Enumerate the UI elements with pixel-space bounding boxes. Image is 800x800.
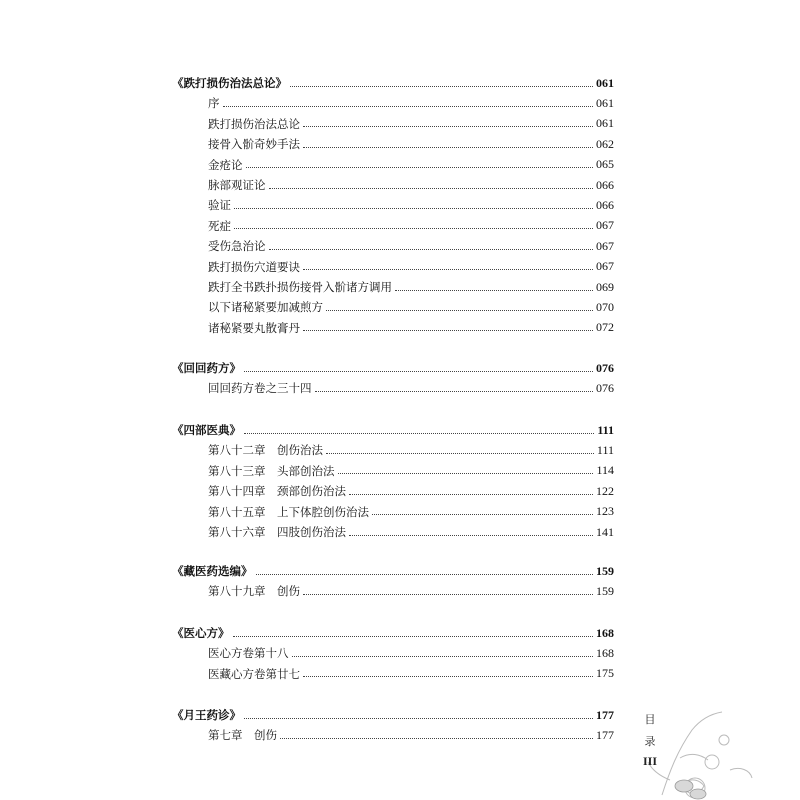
dot-leader: [303, 126, 593, 127]
dot-leader: [256, 574, 594, 575]
entry-label: 跌打损伤治法总论: [208, 116, 300, 131]
section-title[interactable]: [172, 358, 614, 378]
dot-leader: [234, 208, 593, 209]
entry-label: 跌打损伤穴道要诀: [208, 259, 300, 274]
entry-label: 第八十四章 颈部创伤治法: [208, 484, 346, 499]
page-number: 066: [596, 177, 614, 192]
entry-label: 验证: [208, 198, 231, 213]
page-number: 177: [596, 707, 614, 722]
dot-leader: [349, 535, 593, 536]
toc-entry[interactable]: [208, 461, 614, 481]
page-number: 061: [596, 75, 614, 90]
entry-label: 回回药方卷之三十四: [208, 381, 312, 396]
page-number: 069: [596, 279, 614, 294]
entry-label: 医藏心方卷第廿七: [208, 666, 300, 681]
section-title-label: 《医心方》: [172, 626, 230, 640]
toc-entry[interactable]: [208, 297, 614, 317]
toc-entry[interactable]: [208, 318, 614, 338]
page-number: 067: [596, 218, 614, 233]
entry-label: 第八十九章 创伤: [208, 584, 300, 599]
section-title-label: 《月王药诊》: [172, 708, 241, 722]
page-number: 062: [596, 136, 614, 151]
section-title-label: 《四部医典》: [172, 423, 241, 437]
entry-label: 序: [208, 96, 220, 111]
dot-leader: [244, 371, 593, 372]
dot-leader: [303, 676, 593, 677]
section-title[interactable]: [172, 73, 614, 93]
dot-leader: [280, 738, 593, 739]
toc-entry[interactable]: [208, 581, 614, 601]
page-number: 141: [596, 524, 614, 539]
toc-entry[interactable]: [208, 643, 614, 663]
dot-leader: [233, 636, 594, 637]
page-number: 076: [596, 360, 614, 375]
section-title[interactable]: [172, 561, 614, 581]
page-number: 070: [596, 299, 614, 314]
toc-entry[interactable]: [208, 277, 614, 297]
page-number: 175: [596, 666, 614, 681]
page-number: 122: [596, 483, 614, 498]
dot-leader: [223, 106, 594, 107]
dot-leader: [246, 167, 594, 168]
toc-entry[interactable]: [208, 481, 614, 501]
entry-label: 第八十六章 四肢创伤治法: [208, 525, 346, 539]
section-title[interactable]: [172, 623, 614, 643]
page-number: 065: [596, 157, 614, 172]
side-tab: [600, 700, 800, 800]
entry-label: 接骨入骱奇妙手法: [208, 137, 300, 152]
dot-leader: [290, 86, 593, 87]
dot-leader: [326, 310, 593, 311]
toc-entry[interactable]: [208, 216, 614, 236]
page-number: 061: [596, 95, 614, 110]
entry-label: 第八十二章 创伤治法: [208, 443, 323, 458]
dot-leader: [269, 188, 594, 189]
dot-leader: [395, 290, 593, 291]
entry-label: 脉部观证论: [208, 178, 266, 192]
toc-entry[interactable]: [208, 378, 614, 398]
toc-entry[interactable]: [208, 236, 614, 256]
page-number: 061: [596, 116, 614, 131]
toc-entry[interactable]: [208, 134, 614, 154]
entry-label: 诸秘紧要丸散膏丹: [208, 320, 300, 335]
dot-leader: [372, 514, 593, 515]
dot-leader: [315, 391, 594, 392]
dot-leader: [303, 330, 593, 331]
entry-label: 以下诸秘紧要加减煎方: [208, 300, 323, 315]
page-number: 159: [596, 563, 614, 578]
page-number: 123: [596, 504, 614, 519]
page-number: 067: [596, 259, 614, 274]
dot-leader: [234, 228, 593, 229]
dot-leader: [244, 433, 594, 434]
page-number: 177: [596, 727, 614, 742]
page-number: 066: [596, 197, 614, 212]
toc-entry[interactable]: [208, 257, 614, 277]
tab-char-lu: 录: [644, 735, 656, 748]
dot-leader: [292, 656, 594, 657]
entry-label: 死症: [208, 218, 231, 233]
toc-entry[interactable]: [208, 664, 614, 684]
toc-entry[interactable]: [208, 725, 614, 745]
toc-entry[interactable]: [208, 155, 614, 175]
entry-label: 医心方卷第十八: [208, 646, 289, 661]
toc-entry[interactable]: [208, 93, 614, 113]
page-number: 159: [596, 583, 614, 598]
entry-label: 第七章 创伤: [208, 728, 277, 743]
dot-leader: [269, 249, 594, 250]
entry-label: 受伤急治论: [208, 239, 266, 254]
page-number: 111: [597, 422, 614, 437]
dot-leader: [303, 594, 593, 595]
page-number: 111: [596, 442, 614, 457]
section-title-label: 《跌打损伤治法总论》: [172, 76, 287, 90]
entry-label: 跌打全书跌扑损伤接骨入骱诸方调用: [208, 280, 392, 294]
toc-entry[interactable]: [208, 114, 614, 134]
page-number: 076: [596, 380, 614, 395]
toc-entry[interactable]: [208, 195, 614, 215]
toc-entry[interactable]: [208, 502, 614, 522]
flower-sketch-icon: [600, 700, 800, 800]
toc-entry[interactable]: [208, 522, 614, 542]
section-title[interactable]: [172, 705, 614, 725]
entry-label: 第八十五章 上下体腔创伤治法: [208, 504, 369, 519]
dot-leader: [338, 473, 594, 474]
page-number: III: [642, 754, 657, 768]
dot-leader: [303, 269, 593, 270]
dot-leader: [303, 147, 593, 148]
entry-label: 第八十三章 头部创治法: [208, 463, 335, 478]
section-title-label: 《回回药方》: [172, 361, 241, 375]
page-number: 067: [596, 238, 614, 253]
tab-char-mu: 目: [644, 713, 656, 726]
page-number: 168: [596, 625, 614, 640]
page-number: 168: [596, 645, 614, 660]
dot-leader: [244, 718, 593, 719]
section-title[interactable]: [172, 420, 614, 440]
toc-entry[interactable]: [208, 440, 614, 460]
page-number: 114: [596, 463, 614, 478]
dot-leader: [326, 453, 594, 454]
entry-label: 金疮论: [208, 157, 243, 172]
section-title-label: 《藏医药选编》: [172, 564, 253, 578]
dot-leader: [349, 494, 593, 495]
toc-entry[interactable]: [208, 175, 614, 195]
page-number: 072: [596, 320, 614, 335]
